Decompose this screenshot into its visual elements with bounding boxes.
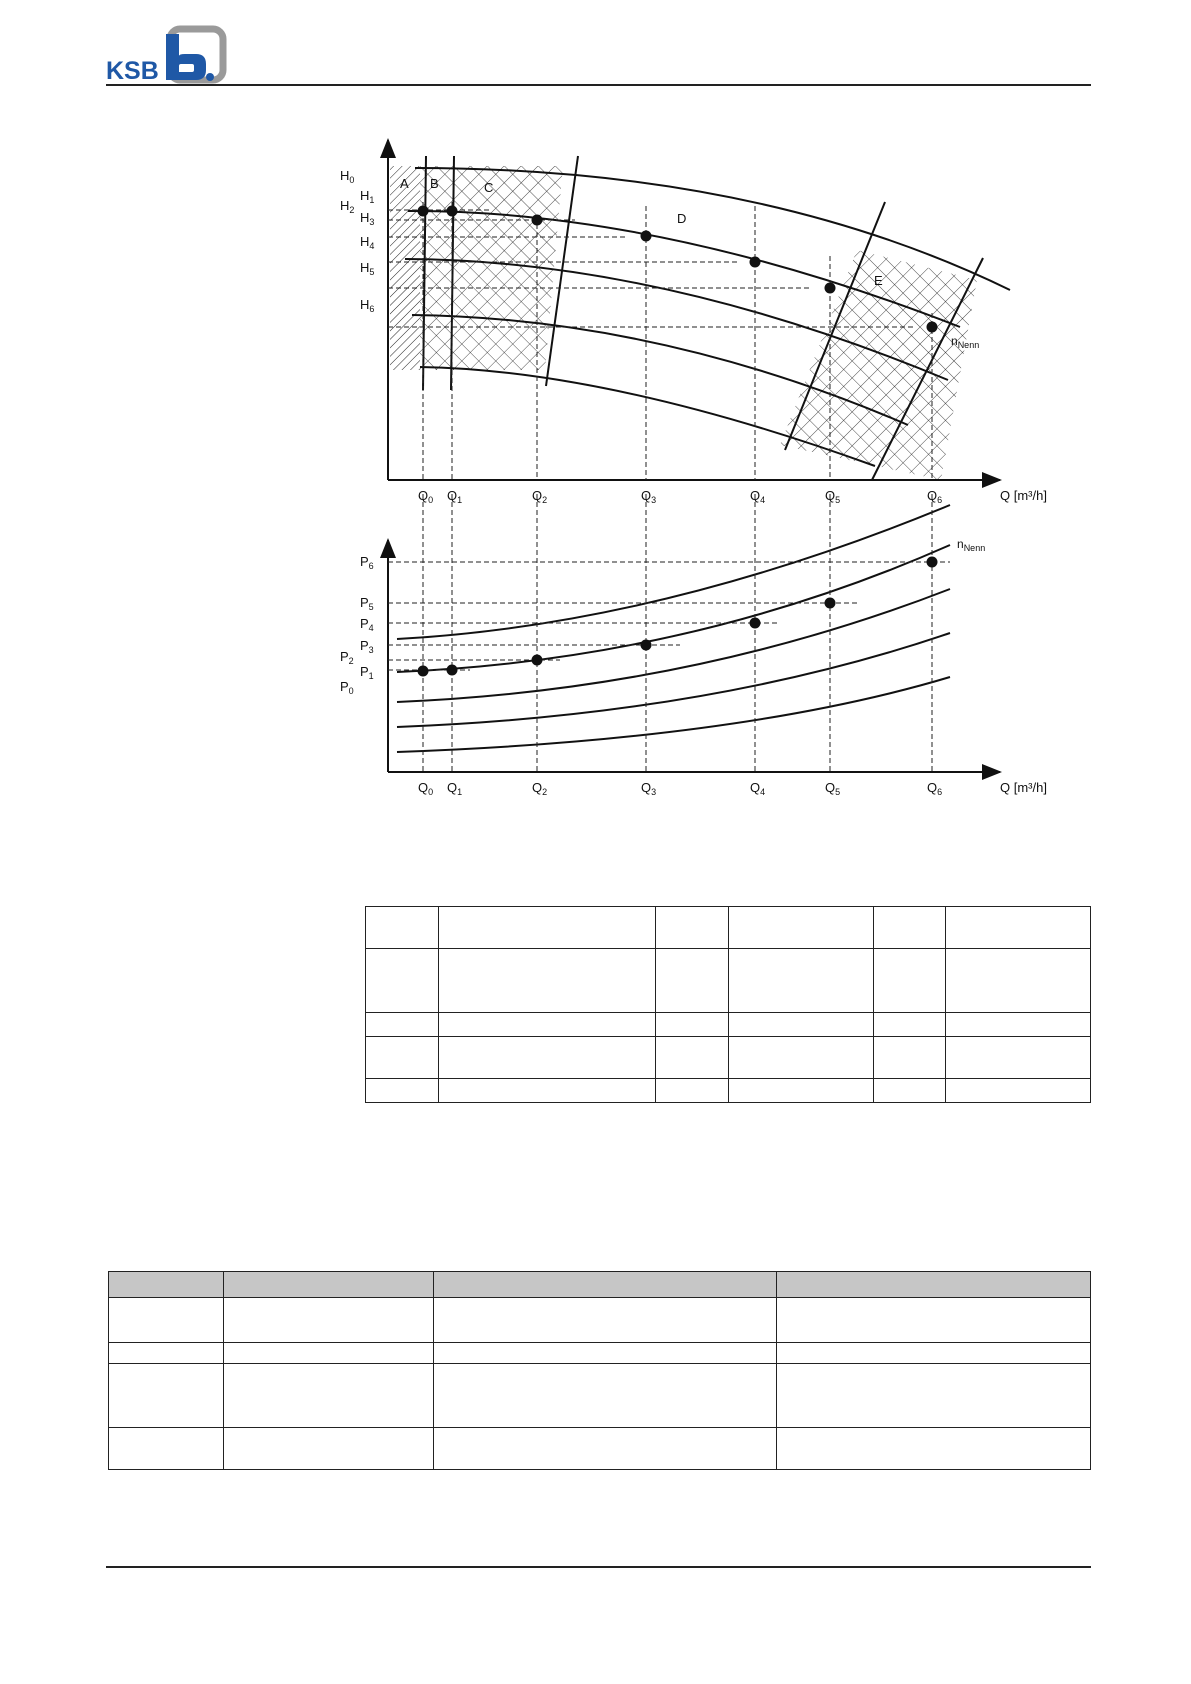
power-operating-points xyxy=(418,557,938,677)
head-x-tick-labels xyxy=(418,488,942,505)
head-x-tick-label-3-main: Q xyxy=(641,488,652,503)
table-cell xyxy=(776,1343,1090,1364)
power-y-tick-label-4 xyxy=(360,616,374,633)
power-x-tick-label-0-main: Q xyxy=(418,780,429,795)
head-x-tick-label-5-main: Q xyxy=(825,488,836,503)
power-x-tick-label-2 xyxy=(532,780,547,797)
head-y-tick-label-4 xyxy=(360,234,374,251)
power-point-6 xyxy=(927,557,938,568)
head-x-tick-label-0 xyxy=(418,488,433,505)
power-x-tick-label-5 xyxy=(825,780,840,797)
table-row xyxy=(109,1298,1091,1343)
region-label-a: A xyxy=(400,176,409,191)
table-row xyxy=(366,1037,1091,1079)
head-y-tick-labels xyxy=(340,168,374,314)
table-row xyxy=(366,907,1091,949)
head-x-tick-label-3-sub: 3 xyxy=(651,495,657,505)
power-x-tick-label-3-sub: 3 xyxy=(651,787,657,797)
table-header-cell xyxy=(223,1272,433,1298)
head-x-tick-label-5 xyxy=(825,488,840,505)
head-y-tick-label-3-sub: 3 xyxy=(369,217,375,227)
info-table xyxy=(108,1271,1091,1470)
head-point-6 xyxy=(927,322,938,333)
head-point-4 xyxy=(750,257,761,268)
power-y-tick-label-2 xyxy=(340,649,354,666)
region-label-b: B xyxy=(430,176,439,191)
legend-table xyxy=(365,906,1091,1103)
head-point-5 xyxy=(825,283,836,294)
table-cell xyxy=(434,1343,777,1364)
table-cell xyxy=(438,1013,656,1037)
head-y-tick-label-2-main: H xyxy=(340,198,350,213)
head-x-tick-label-5-sub: 5 xyxy=(835,495,841,505)
table-cell xyxy=(366,907,439,949)
table-header-cell xyxy=(776,1272,1090,1298)
table-cell xyxy=(656,949,729,1013)
power-x-tick-label-3-main: Q xyxy=(641,780,652,795)
head-x-tick-label-6-sub: 6 xyxy=(937,495,943,505)
head-y-tick-label-5 xyxy=(360,260,374,277)
table-cell xyxy=(946,949,1091,1013)
power-x-tick-label-4 xyxy=(750,780,765,797)
power-y-tick-label-1 xyxy=(360,664,374,681)
head-x-axis-label: Q [m³/h] xyxy=(1000,488,1047,503)
power-x-tick-label-2-main: Q xyxy=(532,780,543,795)
table-cell xyxy=(434,1298,777,1343)
power-y-tick-label-0-sub: 0 xyxy=(348,686,354,696)
series-label-sub: Nenn xyxy=(963,543,986,553)
table-cell xyxy=(366,1037,439,1079)
ksb-logo-b-mark xyxy=(166,34,206,80)
power-y-tick-label-6-sub: 6 xyxy=(368,561,374,571)
head-point-0 xyxy=(418,206,429,217)
table-cell xyxy=(223,1364,433,1428)
region-label-d: D xyxy=(677,211,687,226)
head-x-tick-label-6-main: Q xyxy=(927,488,938,503)
table-cell xyxy=(438,949,656,1013)
power-y-tick-label-3-main: P xyxy=(360,638,369,653)
head-x-tick-label-0-sub: 0 xyxy=(428,495,434,505)
power-y-tick-label-1-main: P xyxy=(360,664,369,679)
head-y-tick-label-6-main: H xyxy=(360,297,370,312)
ksb-logo-text: KSB xyxy=(106,57,159,85)
head-y-tick-label-1 xyxy=(360,188,374,205)
head-x-tick-label-0-main: Q xyxy=(418,488,429,503)
head-chart xyxy=(340,140,1047,505)
table-cell xyxy=(109,1364,224,1428)
head-point-3 xyxy=(641,231,652,242)
table-header-cell xyxy=(109,1272,224,1298)
table-cell xyxy=(946,907,1091,949)
series-label-main: n xyxy=(951,334,958,348)
power-point-2 xyxy=(532,655,543,666)
region-label-e: E xyxy=(874,273,883,288)
table-cell xyxy=(438,907,656,949)
table-cell xyxy=(223,1298,433,1343)
power-y-tick-label-4-sub: 4 xyxy=(368,623,374,633)
power-x-axis-label: Q [m³/h] xyxy=(1000,780,1047,795)
power-y-tick-label-5 xyxy=(360,595,374,612)
header-rule xyxy=(106,84,1091,86)
table-cell xyxy=(776,1364,1090,1428)
head-y-tick-label-3-main: H xyxy=(360,210,370,225)
power-point-0 xyxy=(418,666,429,677)
table-cell xyxy=(438,1079,656,1103)
power-x-tick-label-0-sub: 0 xyxy=(428,787,434,797)
table-cell xyxy=(656,907,729,949)
table-row xyxy=(109,1428,1091,1470)
head-y-tick-label-2 xyxy=(340,198,354,215)
head-x-tick-label-3 xyxy=(641,488,656,505)
table-cell xyxy=(946,1079,1091,1103)
power-y-tick-label-6 xyxy=(360,554,374,571)
power-curve-bottom xyxy=(397,677,950,752)
power-x-tick-label-1 xyxy=(447,780,462,797)
region-a-hatch xyxy=(390,166,420,370)
head-y-tick-label-1-sub: 1 xyxy=(369,195,375,205)
head-y-tick-label-1-main: H xyxy=(360,188,370,203)
head-y-tick-label-0-sub: 0 xyxy=(349,175,355,185)
head-y-tick-label-6 xyxy=(360,297,374,314)
power-curve-nenn xyxy=(397,545,950,672)
table-cell xyxy=(109,1298,224,1343)
table-cell xyxy=(656,1013,729,1037)
head-y-tick-label-5-main: H xyxy=(360,260,370,275)
table-cell xyxy=(109,1428,224,1470)
table-cell xyxy=(776,1428,1090,1470)
table-cell xyxy=(873,949,946,1013)
power-y-tick-label-3 xyxy=(360,638,374,655)
power-y-tick-label-5-main: P xyxy=(360,595,369,610)
power-x-tick-labels xyxy=(418,780,942,797)
head-x-tick-label-2 xyxy=(532,488,547,505)
power-y-tick-label-0-main: P xyxy=(340,679,349,694)
table-cell xyxy=(728,907,873,949)
head-x-tick-label-2-sub: 2 xyxy=(542,495,548,505)
pump-characteristic-figure xyxy=(340,140,1100,870)
head-x-tick-label-4-sub: 4 xyxy=(760,495,766,505)
power-y-tick-label-1-sub: 1 xyxy=(368,671,374,681)
power-point-5 xyxy=(825,598,836,609)
power-x-tick-label-5-main: Q xyxy=(825,780,836,795)
power-x-tick-label-1-main: Q xyxy=(447,780,458,795)
footer-rule xyxy=(106,1566,1091,1568)
head-y-tick-label-4-sub: 4 xyxy=(369,241,375,251)
table-cell xyxy=(366,949,439,1013)
power-x-tick-label-1-sub: 1 xyxy=(457,787,463,797)
power-chart xyxy=(340,494,1047,797)
table-cell xyxy=(873,1037,946,1079)
table-cell xyxy=(109,1343,224,1364)
power-x-tick-label-4-sub: 4 xyxy=(760,787,766,797)
table-row xyxy=(366,1079,1091,1103)
table-cell xyxy=(366,1013,439,1037)
power-x-tick-label-4-main: Q xyxy=(750,780,761,795)
power-series-label xyxy=(957,537,985,553)
head-x-tick-label-4 xyxy=(750,488,765,505)
head-point-1 xyxy=(447,206,458,217)
head-y-tick-label-3 xyxy=(360,210,374,227)
head-x-tick-label-4-main: Q xyxy=(750,488,761,503)
table-cell xyxy=(366,1079,439,1103)
table-cell xyxy=(728,1079,873,1103)
table-cell xyxy=(873,1079,946,1103)
power-y-tick-label-0 xyxy=(340,679,354,696)
power-x-tick-label-6-main: Q xyxy=(927,780,938,795)
power-y-tick-label-3-sub: 3 xyxy=(368,645,374,655)
head-y-tick-label-5-sub: 5 xyxy=(369,267,375,277)
region-label-c: C xyxy=(484,180,494,195)
series-label-sub: Nenn xyxy=(957,340,980,350)
head-x-tick-label-1 xyxy=(447,488,462,505)
table-row xyxy=(366,1013,1091,1037)
table-cell xyxy=(656,1037,729,1079)
power-y-tick-label-2-main: P xyxy=(340,649,349,664)
head-y-tick-label-2-sub: 2 xyxy=(349,205,355,215)
power-y-tick-label-2-sub: 2 xyxy=(348,656,354,666)
table-cell xyxy=(434,1364,777,1428)
ksb-logo xyxy=(106,26,226,84)
head-y-tick-label-0 xyxy=(340,168,354,185)
power-y-tick-label-6-main: P xyxy=(360,554,369,569)
table-header-cell xyxy=(434,1272,777,1298)
table-row xyxy=(366,949,1091,1013)
power-y-tick-label-5-sub: 5 xyxy=(368,602,374,612)
power-x-tick-label-5-sub: 5 xyxy=(835,787,841,797)
table-cell xyxy=(728,1013,873,1037)
power-point-4 xyxy=(750,618,761,629)
power-y-tick-label-4-main: P xyxy=(360,616,369,631)
head-point-2 xyxy=(532,215,543,226)
table-row xyxy=(109,1364,1091,1428)
head-y-tick-label-0-main: H xyxy=(340,168,350,183)
table-cell xyxy=(656,1079,729,1103)
series-label-main: n xyxy=(957,537,964,551)
power-point-1 xyxy=(447,665,458,676)
power-curve-4 xyxy=(397,633,950,727)
power-x-tick-label-0 xyxy=(418,780,433,797)
table-cell xyxy=(223,1343,433,1364)
power-y-tick-labels xyxy=(340,554,374,696)
table-cell xyxy=(438,1037,656,1079)
power-x-tick-label-2-sub: 2 xyxy=(542,787,548,797)
table-cell xyxy=(873,1013,946,1037)
table-cell xyxy=(223,1428,433,1470)
table-cell xyxy=(946,1013,1091,1037)
table-row xyxy=(109,1343,1091,1364)
head-x-tick-label-6 xyxy=(927,488,942,505)
table-cell xyxy=(728,1037,873,1079)
power-x-tick-label-6-sub: 6 xyxy=(937,787,943,797)
head-x-tick-label-1-sub: 1 xyxy=(457,495,463,505)
power-point-3 xyxy=(641,640,652,651)
power-x-tick-label-3 xyxy=(641,780,656,797)
head-x-tick-label-2-main: Q xyxy=(532,488,543,503)
head-y-tick-label-6-sub: 6 xyxy=(369,304,375,314)
table-cell xyxy=(946,1037,1091,1079)
table-cell xyxy=(873,907,946,949)
ksb-logo-dot xyxy=(206,73,214,81)
head-y-tick-label-4-main: H xyxy=(360,234,370,249)
table-cell xyxy=(728,949,873,1013)
head-x-tick-label-1-main: Q xyxy=(447,488,458,503)
power-x-tick-label-6 xyxy=(927,780,942,797)
table-header-row xyxy=(109,1272,1091,1298)
table-cell xyxy=(776,1298,1090,1343)
table-cell xyxy=(434,1428,777,1470)
